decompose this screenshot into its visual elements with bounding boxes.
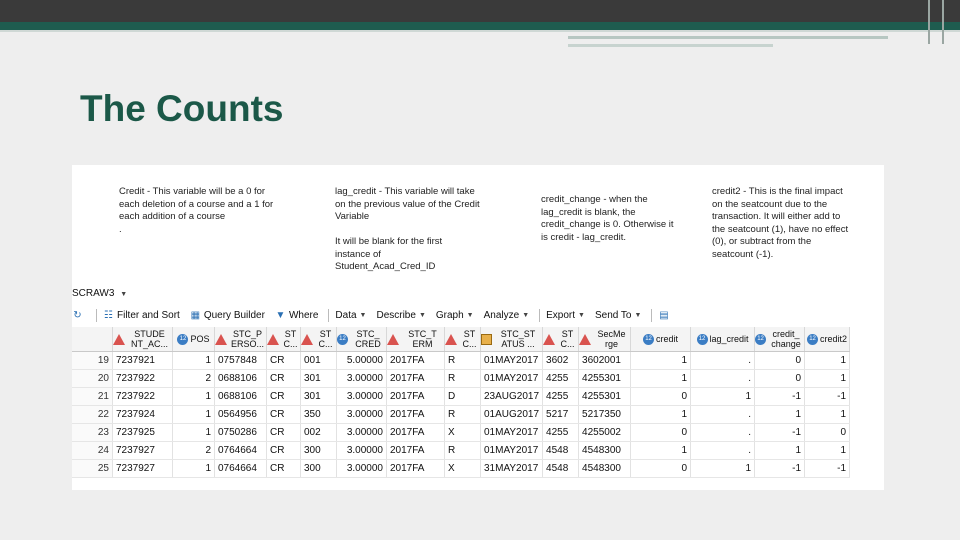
data-table <box>72 327 850 478</box>
table-cell: 5217350 <box>579 406 631 424</box>
table-cell: 0 <box>805 424 850 442</box>
table-cell: 1 <box>631 370 691 388</box>
column-header-label: ST C... <box>560 329 575 349</box>
column-header-content <box>755 329 804 349</box>
chevron-down-icon: ▼ <box>466 311 474 319</box>
column-header-label: STC_ST ATUS ... <box>500 329 536 349</box>
table-cell: 0757848 <box>215 352 267 370</box>
table-cell: 3.00000 <box>337 460 387 478</box>
table-cell: . <box>691 352 755 370</box>
table-cell: -1 <box>755 388 805 406</box>
table-cell: . <box>691 370 755 388</box>
column-header-content <box>579 329 630 349</box>
table-cell: 3.00000 <box>337 388 387 406</box>
export-menu[interactable] <box>546 310 585 321</box>
num-icon: 12 <box>177 334 188 345</box>
table-cell: 01MAY2017 <box>481 442 543 460</box>
column-header[interactable] <box>173 327 215 352</box>
analyze-menu-label: Analyze <box>483 309 520 321</box>
table-cell: CR <box>267 406 301 424</box>
table-cell: 2 <box>173 442 215 460</box>
char-icon <box>301 334 313 345</box>
table-cell: R <box>445 442 481 460</box>
table-cell: 01MAY2017 <box>481 352 543 370</box>
column-header[interactable] <box>579 327 631 352</box>
chevron-down-icon: ▼ <box>522 311 530 319</box>
table-cell: 1 <box>755 442 805 460</box>
table-cell: 0750286 <box>215 424 267 442</box>
column-header-label: STC_T ERM <box>408 329 437 349</box>
table-cell: 4255 <box>543 370 579 388</box>
filter-icon: ☷ <box>104 309 113 321</box>
column-header[interactable] <box>301 327 337 352</box>
table-cell: R <box>445 352 481 370</box>
column-header-label: credit_ change <box>771 329 801 349</box>
table-cell: 4255 <box>543 388 579 406</box>
send-to-menu-label: Send To <box>594 309 632 321</box>
column-header-content <box>631 334 690 345</box>
table-cell: 300 <box>301 460 337 478</box>
column-header-content <box>113 329 172 349</box>
table-cell: 2017FA <box>387 370 445 388</box>
column-header-content <box>301 329 336 349</box>
table-cell: CR <box>267 370 301 388</box>
row-number: 25 <box>72 460 113 478</box>
column-header-content <box>445 329 480 349</box>
note-credit: Credit - This variable will be a 0 for each deletion of a course and a 1 for each addition of a course . <box>119 186 274 235</box>
table-cell: CR <box>267 352 301 370</box>
table-cell: 0 <box>631 460 691 478</box>
table-cell: X <box>445 460 481 478</box>
column-header[interactable] <box>543 327 579 352</box>
column-header[interactable] <box>755 327 805 352</box>
column-header-content <box>805 334 849 345</box>
table-row[interactable] <box>72 442 850 460</box>
table-cell: 1 <box>691 460 755 478</box>
table-cell: 5.00000 <box>337 352 387 370</box>
table-cell: 01MAY2017 <box>481 370 543 388</box>
table-cell: X <box>445 424 481 442</box>
table-cell: 3602 <box>543 352 579 370</box>
properties-button[interactable] <box>658 310 672 321</box>
table-cell: 0 <box>631 424 691 442</box>
decorative-vertical-line <box>942 0 944 44</box>
table-cell: 0 <box>755 352 805 370</box>
column-header[interactable] <box>691 327 755 352</box>
column-header-content <box>543 329 578 349</box>
decorative-vertical-line <box>928 0 930 44</box>
column-header-label: SecMe rge <box>597 329 626 349</box>
toolbar-separator <box>96 309 97 322</box>
table-row[interactable] <box>72 352 850 370</box>
table-cell: 301 <box>301 388 337 406</box>
column-header-content <box>387 329 444 349</box>
column-header[interactable] <box>215 327 267 352</box>
table-cell: 2017FA <box>387 352 445 370</box>
column-header-label: ST C... <box>318 329 333 349</box>
table-cell: 2017FA <box>387 442 445 460</box>
describe-menu-label: Describe <box>376 309 416 321</box>
table-cell: 7237922 <box>113 388 173 406</box>
table-cell: 4548300 <box>579 460 631 478</box>
column-header[interactable] <box>445 327 481 352</box>
dataset-name-label: SCRAW3 <box>72 288 115 299</box>
table-cell: 3.00000 <box>337 442 387 460</box>
screenshot-panel <box>72 165 884 490</box>
note-credit-change: credit_change - when the lag_credit is blank, the credit_change is 0. Otherwise it is credit - lag_credit. <box>541 194 674 243</box>
table-cell: 2 <box>173 370 215 388</box>
table-cell: 7237927 <box>113 442 173 460</box>
chevron-down-icon: ▼ <box>120 291 128 298</box>
table-cell: 1 <box>173 460 215 478</box>
column-header-content <box>691 334 754 345</box>
table-cell: R <box>445 406 481 424</box>
export-menu-label: Export <box>546 309 576 321</box>
data-menu[interactable] <box>335 310 366 321</box>
table-row[interactable] <box>72 406 850 424</box>
table-cell: 1 <box>173 388 215 406</box>
table-cell: 0564956 <box>215 406 267 424</box>
char-icon <box>543 334 555 345</box>
column-header-content <box>215 329 266 349</box>
toolbar-separator <box>328 309 329 322</box>
chevron-down-icon: ▼ <box>418 311 426 319</box>
table-row[interactable] <box>72 460 850 478</box>
describe-menu[interactable] <box>376 310 425 321</box>
filter-sort-button[interactable] <box>103 310 180 321</box>
table-cell: 1 <box>805 406 850 424</box>
column-header-label: ST C... <box>462 329 477 349</box>
table-cell: 7237924 <box>113 406 173 424</box>
num-icon: 12 <box>643 334 654 345</box>
row-number: 19 <box>72 352 113 370</box>
num-icon: 12 <box>755 334 766 345</box>
column-header-label: ST C... <box>283 329 298 349</box>
num-icon: 12 <box>697 334 708 345</box>
chevron-down-icon: ▼ <box>634 311 642 319</box>
table-cell: D <box>445 388 481 406</box>
column-header[interactable] <box>337 327 387 352</box>
table-cell: 4548 <box>543 460 579 478</box>
data-menu-label: Data <box>335 309 357 321</box>
table-cell: . <box>691 442 755 460</box>
column-header-content <box>267 329 300 349</box>
top-dark-bar <box>0 0 960 22</box>
send-to-menu[interactable] <box>595 310 641 321</box>
filter-sort-label: Filter and Sort <box>117 309 180 321</box>
decorative-line <box>568 44 773 47</box>
table-cell: 0764664 <box>215 442 267 460</box>
table-cell: -1 <box>805 388 850 406</box>
row-number: 23 <box>72 424 113 442</box>
table-cell: 5217 <box>543 406 579 424</box>
note-lag-credit: lag_credit - This variable will take on the previous value of the Credit Variable It will be blank for the first instance of Student_Acad_Cred_ID <box>335 186 480 272</box>
table-cell: . <box>691 406 755 424</box>
column-header[interactable] <box>805 327 850 352</box>
table-cell: 1 <box>805 370 850 388</box>
table-cell: -1 <box>805 460 850 478</box>
table-cell: 3.00000 <box>337 406 387 424</box>
chevron-down-icon: ▼ <box>578 311 585 319</box>
table-cell: 1 <box>631 406 691 424</box>
table-row[interactable] <box>72 424 850 442</box>
column-header[interactable] <box>113 327 173 352</box>
funnel-icon: ▼ <box>275 309 286 321</box>
table-cell: 1 <box>755 406 805 424</box>
table-cell: 1 <box>691 388 755 406</box>
table-cell: 4548 <box>543 442 579 460</box>
table-cell: 23AUG2017 <box>481 388 543 406</box>
table-cell: -1 <box>755 424 805 442</box>
table-cell: 300 <box>301 442 337 460</box>
table-cell: 0 <box>755 370 805 388</box>
num-icon: 12 <box>807 334 818 345</box>
table-cell: 2017FA <box>387 460 445 478</box>
table-cell: 1 <box>631 442 691 460</box>
num-icon: 12 <box>337 334 348 345</box>
table-cell: 31MAY2017 <box>481 460 543 478</box>
row-number-header <box>72 327 113 352</box>
table-cell: 301 <box>301 370 337 388</box>
table-cell: 4255301 <box>579 370 631 388</box>
row-number: 20 <box>72 370 113 388</box>
row-number: 24 <box>72 442 113 460</box>
column-header-label: STC_P ERSO... <box>230 329 264 349</box>
table-cell: 01MAY2017 <box>481 424 543 442</box>
column-header-label: credit <box>656 334 679 344</box>
where-label: Where <box>288 309 319 321</box>
dataset-name[interactable] <box>72 288 127 299</box>
table-cell: 0688106 <box>215 370 267 388</box>
date-icon <box>481 334 492 345</box>
row-number: 22 <box>72 406 113 424</box>
refresh-icon: ↻ <box>73 309 82 321</box>
table-cell: 1 <box>805 442 850 460</box>
char-icon <box>445 334 457 345</box>
refresh-button[interactable] <box>72 310 86 321</box>
table-cell: 350 <box>301 406 337 424</box>
column-header[interactable] <box>387 327 445 352</box>
table-cell: CR <box>267 388 301 406</box>
decorative-line <box>568 36 888 39</box>
note-credit2: credit2 - This is the final impact on the seatcount due to the transaction. It will either add to the seatcount (1), have no effect (0), or subtract from the seatcount (-1). <box>712 186 849 260</box>
column-header-content <box>337 329 386 349</box>
table-cell: 1 <box>173 352 215 370</box>
query-builder-button[interactable] <box>190 310 265 321</box>
table-header-row <box>72 327 850 352</box>
table-cell: 3.00000 <box>337 370 387 388</box>
table-cell: CR <box>267 442 301 460</box>
table-cell: CR <box>267 460 301 478</box>
table-row[interactable] <box>72 370 850 388</box>
table-cell: 0688106 <box>215 388 267 406</box>
table-cell: 0764664 <box>215 460 267 478</box>
table-cell: 2017FA <box>387 424 445 442</box>
table-cell: 001 <box>301 352 337 370</box>
graph-menu[interactable] <box>436 310 474 321</box>
toolbar-separator <box>539 309 540 322</box>
table-cell: CR <box>267 424 301 442</box>
column-header-label: POS <box>190 334 210 344</box>
column-header-label: lag_credit <box>709 334 749 344</box>
char-icon <box>267 334 279 345</box>
column-header[interactable] <box>631 327 691 352</box>
column-header-content <box>173 334 214 345</box>
table-cell: 1 <box>173 406 215 424</box>
table-cell: 7237927 <box>113 460 173 478</box>
table-row[interactable] <box>72 388 850 406</box>
where-button[interactable] <box>275 310 318 321</box>
table-cell: 1 <box>805 352 850 370</box>
table-cell: -1 <box>755 460 805 478</box>
top-divider <box>0 30 960 32</box>
table-cell: 4255002 <box>579 424 631 442</box>
char-icon <box>387 334 399 345</box>
data-grid-toolbar <box>72 306 884 324</box>
table-cell: 7237922 <box>113 370 173 388</box>
table-cell: 01AUG2017 <box>481 406 543 424</box>
column-header-label: STUDE NT_AC... <box>130 329 168 349</box>
query-builder-label: Query Builder <box>203 309 265 321</box>
graph-menu-label: Graph <box>435 309 464 321</box>
table-body <box>72 352 850 478</box>
properties-icon: ▤ <box>659 309 669 321</box>
table-cell: R <box>445 370 481 388</box>
table-cell: 2017FA <box>387 388 445 406</box>
table-cell: 1 <box>631 352 691 370</box>
column-header-label: STC_ CRED <box>355 329 381 349</box>
table-cell: 1 <box>173 424 215 442</box>
column-header-content <box>481 329 542 349</box>
row-number: 21 <box>72 388 113 406</box>
column-header[interactable] <box>481 327 543 352</box>
table-cell: 3.00000 <box>337 424 387 442</box>
column-header[interactable] <box>267 327 301 352</box>
analyze-menu[interactable] <box>484 310 530 321</box>
table-cell: 4255301 <box>579 388 631 406</box>
table-cell: 002 <box>301 424 337 442</box>
char-icon <box>215 334 227 345</box>
table-cell: 2017FA <box>387 406 445 424</box>
query-builder-icon: ▦ <box>190 309 201 321</box>
table-cell: 4255 <box>543 424 579 442</box>
table-cell: 0 <box>631 388 691 406</box>
chevron-down-icon: ▼ <box>359 311 367 319</box>
slide-title: The Counts <box>80 88 284 129</box>
toolbar-separator <box>651 309 652 322</box>
table-cell: 4548300 <box>579 442 631 460</box>
char-icon <box>579 334 591 345</box>
top-green-bar <box>0 22 960 30</box>
column-header-label: credit2 <box>820 334 848 344</box>
table-cell: 7237921 <box>113 352 173 370</box>
table-cell: 7237925 <box>113 424 173 442</box>
char-icon <box>113 334 125 345</box>
table-cell: 3602001 <box>579 352 631 370</box>
table-cell: . <box>691 424 755 442</box>
